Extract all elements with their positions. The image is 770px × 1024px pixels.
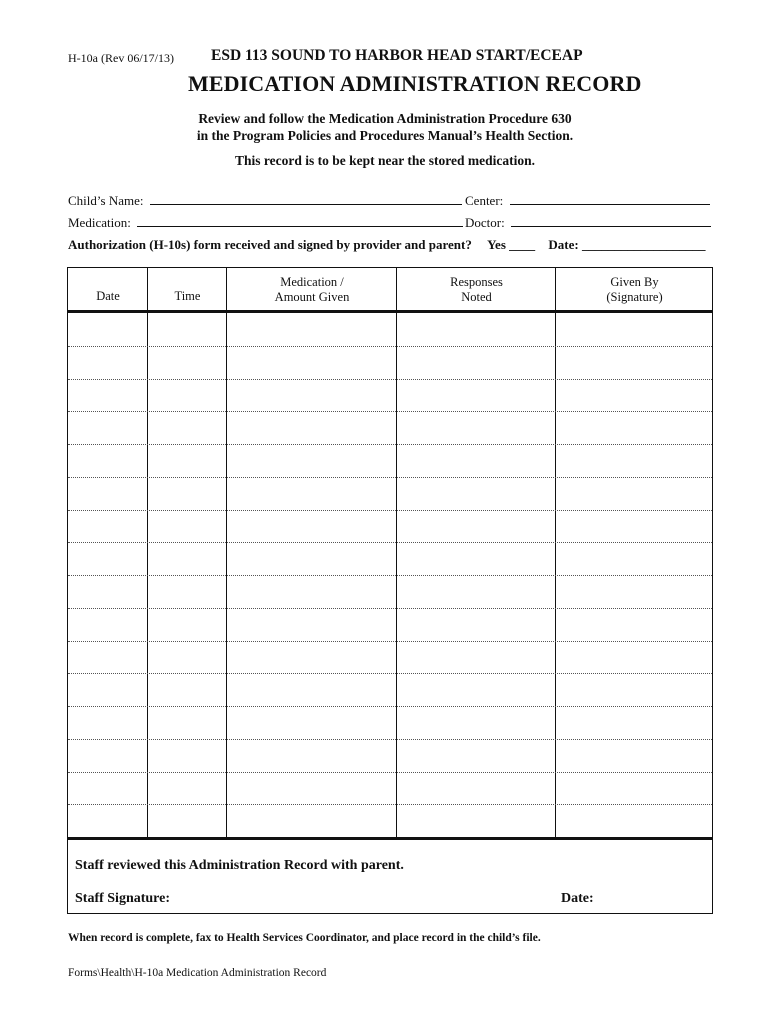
row-divider bbox=[68, 739, 712, 740]
table-row[interactable] bbox=[68, 444, 712, 477]
row-divider bbox=[68, 575, 712, 576]
row-divider bbox=[68, 772, 712, 773]
table-row[interactable] bbox=[68, 772, 712, 805]
table-row[interactable] bbox=[68, 641, 712, 674]
table-row[interactable] bbox=[68, 608, 712, 641]
row-divider bbox=[68, 804, 712, 805]
table-bottom-rule bbox=[68, 837, 712, 840]
column-header-time: Time bbox=[174, 289, 201, 303]
instruction-line-2: in the Program Policies and Procedures Manual’s Health Section. bbox=[196, 128, 574, 143]
table-row[interactable] bbox=[68, 739, 712, 772]
table-row[interactable] bbox=[68, 313, 712, 346]
medication-label: Medication: bbox=[68, 215, 131, 230]
column-header-given-by: Given By (Signature) bbox=[606, 274, 663, 304]
row-divider bbox=[68, 444, 712, 445]
table-body bbox=[68, 313, 712, 837]
form-id: H-10a (Rev 06/17/13) bbox=[68, 51, 174, 65]
instruction-line-1: Review and follow the Medication Administration Procedure 630 bbox=[198, 111, 572, 126]
document-path: Forms\Health\H-10a Medication Administration Record bbox=[68, 967, 327, 979]
row-divider bbox=[68, 477, 712, 478]
doctor-label: Doctor: bbox=[465, 215, 505, 230]
center-line[interactable] bbox=[510, 193, 710, 205]
childs-name-field[interactable] bbox=[68, 193, 462, 209]
row-divider bbox=[68, 641, 712, 642]
column-header-medication-amount: Medication / Amount Given bbox=[274, 274, 350, 304]
column-header-responses: Responses Noted bbox=[450, 274, 503, 304]
table-header bbox=[68, 268, 712, 311]
row-divider bbox=[68, 608, 712, 609]
storage-note: This record is to be kept near the stored medication. bbox=[235, 153, 535, 168]
doctor-line[interactable] bbox=[511, 215, 711, 227]
row-divider bbox=[68, 510, 712, 511]
staff-signature-label[interactable]: Staff Signature: bbox=[75, 891, 171, 906]
childs-name-label: Child’s Name: bbox=[68, 193, 144, 208]
row-divider bbox=[68, 706, 712, 707]
column-header-date: Date bbox=[96, 289, 120, 303]
completion-instruction: When record is complete, fax to Health Services Coordinator, and place record in the child’s file. bbox=[68, 932, 541, 944]
staff-date-label[interactable]: Date: bbox=[561, 891, 594, 906]
table-row[interactable] bbox=[68, 706, 712, 739]
table-row[interactable] bbox=[68, 575, 712, 608]
table-row[interactable] bbox=[68, 346, 712, 379]
row-divider bbox=[68, 346, 712, 347]
row-divider bbox=[68, 379, 712, 380]
center-field[interactable] bbox=[465, 193, 710, 209]
table-row[interactable] bbox=[68, 673, 712, 706]
authorization-question: Authorization (H-10s) form received and signed by provider and parent? bbox=[68, 237, 472, 252]
center-label: Center: bbox=[465, 193, 504, 208]
row-divider bbox=[68, 673, 712, 674]
authorization-yes[interactable]: Yes ____ bbox=[487, 237, 536, 252]
authorization-date[interactable]: Date: ___________________ bbox=[548, 237, 706, 252]
row-divider bbox=[68, 542, 712, 543]
page-title: MEDICATION ADMINISTRATION RECORD bbox=[188, 71, 642, 96]
medication-log-table bbox=[67, 267, 713, 914]
table-row[interactable] bbox=[68, 477, 712, 510]
table-row[interactable] bbox=[68, 379, 712, 412]
childs-name-line[interactable] bbox=[150, 193, 462, 205]
table-row[interactable] bbox=[68, 804, 712, 837]
row-divider bbox=[68, 411, 712, 412]
medication-line[interactable] bbox=[137, 215, 463, 227]
authorization-row bbox=[68, 237, 705, 253]
table-row[interactable] bbox=[68, 411, 712, 444]
table-row[interactable] bbox=[68, 510, 712, 543]
doctor-field[interactable] bbox=[465, 215, 711, 231]
medication-field[interactable] bbox=[68, 215, 463, 231]
table-row[interactable] bbox=[68, 542, 712, 575]
staff-reviewed-text: Staff reviewed this Administration Record with parent. bbox=[75, 858, 404, 873]
organization-name: ESD 113 SOUND TO HARBOR HEAD START/ECEAP bbox=[211, 47, 583, 64]
